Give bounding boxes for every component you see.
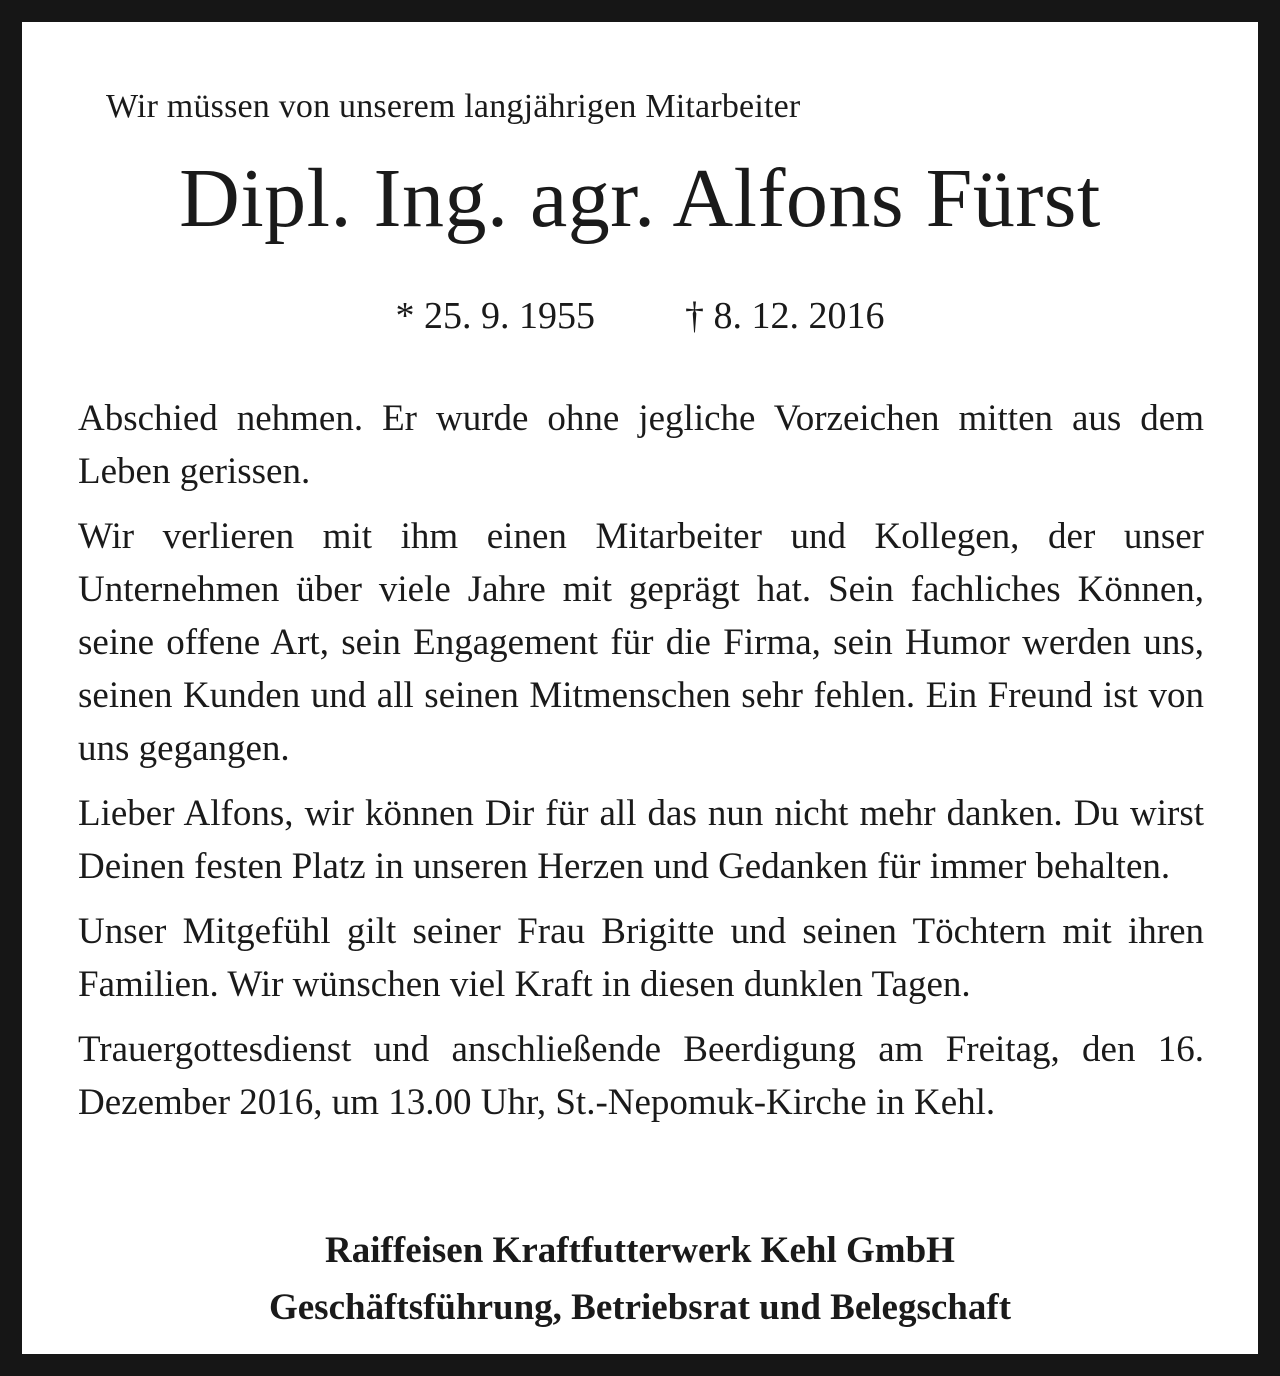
paragraph-farewell: Abschied nehmen. Er wurde ohne jegliche Vorzeichen mitten aus dem Leben gerissen. bbox=[78, 398, 1204, 492]
life-dates bbox=[22, 294, 1258, 338]
birth-date: * 25. 9. 1955 bbox=[395, 295, 595, 337]
signature-company: Raiffeisen Kraftfutterwerk Kehl GmbH bbox=[325, 1230, 955, 1271]
paragraph-thanks: Lieber Alfons, wir können Dir für all das nun nicht mehr danken. Du wirst Deinen festen Platz in unseren Herzen und Gedanken für immer behalten. bbox=[78, 793, 1204, 887]
paragraph-colleague: Wir verlieren mit ihm einen Mitarbeiter und Kollegen, der unser Unternehmen über viele Jahre mit geprägt hat. Sein fachliches Können, seine offene Art, sein Engagement für die Firma, sein Humor werden uns, seinen Kunden und all seinen Mitmenschen sehr fehlen. Ein Freund ist von uns gegangen. bbox=[78, 516, 1204, 769]
paragraph-condolence: Unser Mitgefühl gilt seiner Frau Brigitte und seinen Töchtern mit ihren Familien. Wir wünschen viel Kraft in diesen dunklen Tagen. bbox=[78, 911, 1204, 1005]
intro-line: Wir müssen von unserem langjährigen Mitarbeiter bbox=[106, 88, 801, 125]
paragraph-funeral-info: Trauergottesdienst und anschließende Beerdigung am Freitag, den 16. Dezember 2016, um 13.00 Uhr, St.-Nepomuk-Kirche in Kehl. bbox=[78, 1029, 1204, 1123]
death-date: † 8. 12. 2016 bbox=[685, 295, 885, 337]
signature-block bbox=[22, 1222, 1258, 1336]
notice-body bbox=[78, 392, 1204, 1141]
signature-groups: Geschäftsführung, Betriebsrat und Belegschaft bbox=[268, 1287, 1012, 1328]
deceased-name: Dipl. Ing. agr. Alfons Fürst bbox=[179, 152, 1101, 245]
